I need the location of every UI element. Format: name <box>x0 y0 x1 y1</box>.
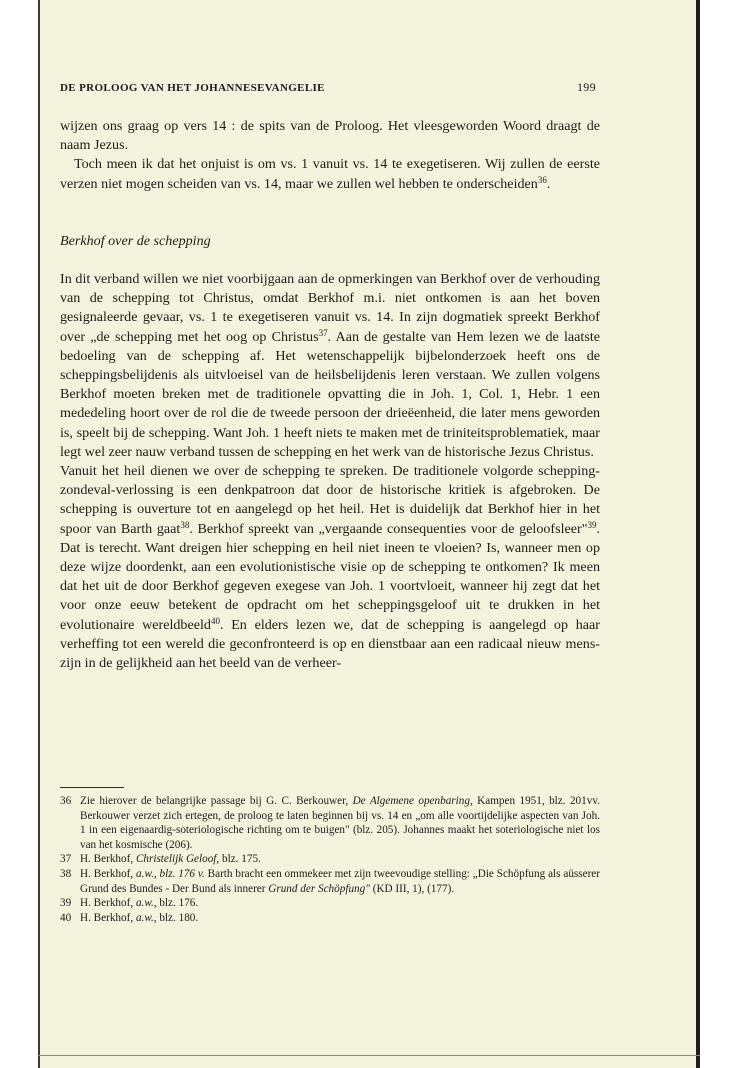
page-left-edge <box>38 0 40 1068</box>
footnotes <box>60 794 600 925</box>
footnote-39: 39 H. Berkhof, a.w., blz. 176. <box>60 897 199 910</box>
body-text <box>60 117 600 673</box>
footnote-ref-38: 38 <box>180 519 190 530</box>
section-heading: Berkhof over de schepping <box>60 232 211 249</box>
footnote-40: 40 H. Berkhof, a.w., blz. 180. <box>60 911 199 924</box>
footnote-37: 37 H. Berkhof, Christelijk Geloof, blz. 175. <box>60 853 261 866</box>
footnote-ref-39: 39 <box>587 519 597 530</box>
footnote-ref-36: 36 <box>537 174 547 185</box>
running-head <box>60 80 596 95</box>
paragraph-4: Vanuit het heil dienen we over de schepping te spreken. De traditionele volgorde schepping-zondeval-verlossing is een denkpatroon dat door de historische kritiek is afgebroken. De schepping is ouverture tot en aangelegd op het heil. Het is duidelijk dat Berkhof hier in het spoor van Barth gaat$^{38}$. Berkhof spreekt van „vergaande consequenties voor de geloofsleer"$^{39}$. Dat is terecht. Want dreigen hier schepping en heil niet ineen te vloeien? Is, wanneer men op deze wijze doordenkt, aan een evolutionistische visie op de schepping te ontkomen? Ik meen dat het uit de door Berkhof gegeven exegese van Joh. 1 voortvloeit, wanneer hij zegt dat het voor onze eeuw betekent de opdracht om het scheppingsgeloof uit te drukken in het evolutionaire wereldbeeld$^{40}$. En elders lezen we, dat de schepping is aangelegd op haar verheffing tot een wereld die geconfronteerd is op en dienstbaar aan een radicaal nieuw mens-zijn in de gelijkheid aan het beeld van de verheer- <box>60 463 600 672</box>
paragraph-3: In dit verband willen we niet voorbijgaan aan de opmerkingen van Berkhof over de verhouding van de schepping tot Christus, omdat Berkhof m.i. niet ontkomen is aan het boven gesignaleerde gevaar, vs. 1 te exegetiseren vanuit vs. 14. In zijn dogmatiek spreekt Berkhof over „de schepping met het oog op Christus$^{37}$. Aan de gestalte van Hem lezen we de laatste bedoeling van de schepping af. Het wetenschappelijk bijbelonderzoek heeft ons de scheppingsbelijdenis als uitvloeisel van de heilsbelijdenis leren verstaan. We zullen volgens Berkhof moeten breken met de traditionele opvatting die in Joh. 1, Col. 1, Hebr. 1 een mededeling hoort over de rol die de tweede persoon der drieëenheid, die later mens geworden is, speelt bij de schepping. Want Joh. 1 heeft niets te maken met de triniteitsproblematiek, maar legt wel zeer nauw verband tussen de schepping en het werk van de historische Jezus Christus. <box>60 271 600 460</box>
scanned-page <box>38 0 700 1068</box>
paragraph-1: wijzen ons graag op vers 14 : de spits van de Proloog. Het vleesgeworden Woord draagt de naam Jezus. <box>60 118 600 154</box>
page-right-edge <box>696 0 700 1068</box>
footnote-ref-40: 40 <box>210 615 220 626</box>
footnote-36: 36 Zie hierover de belangrijke passage bij G. C. Berkouwer, De Algemene openbaring, Kampen 1951, blz. 201vv. Berkouwer verzet zich ertegen, de proloog te laten beginnen bij vs. 14 en „om alle voortijdelijke aspecten van Joh. 1 in een eigenaardig-soteriologische richting om te buigen" (blz. 205). Johannes maakt het soteriologische niet los van het kosmische (206). <box>60 795 600 851</box>
running-head-title: DE PROLOOG VAN HET JOHANNESEVANGELIE <box>60 82 325 94</box>
page-bottom-edge <box>38 1055 700 1056</box>
footnote-separator <box>60 787 124 788</box>
footnote-38: 38 H. Berkhof, a.w., blz. 176 v. Barth bracht een ommekeer met zijn tweevoudige stelling: „Die Schöpfung als aüsserer Grund des Bundes - Der Bund als innerer Grund der Schöpfung" (KD III, 1), (177). <box>60 867 600 895</box>
page-number: 199 <box>576 80 596 94</box>
paragraph-2: Toch meen ik dat het onjuist is om vs. 1 vanuit vs. 14 te exegetiseren. Wij zullen de eerste verzen niet mogen scheiden van vs. 14, maar we zullen wel hebben te onderscheiden$^{36}$. <box>60 156 600 192</box>
footnote-ref-37: 37 <box>318 327 328 338</box>
